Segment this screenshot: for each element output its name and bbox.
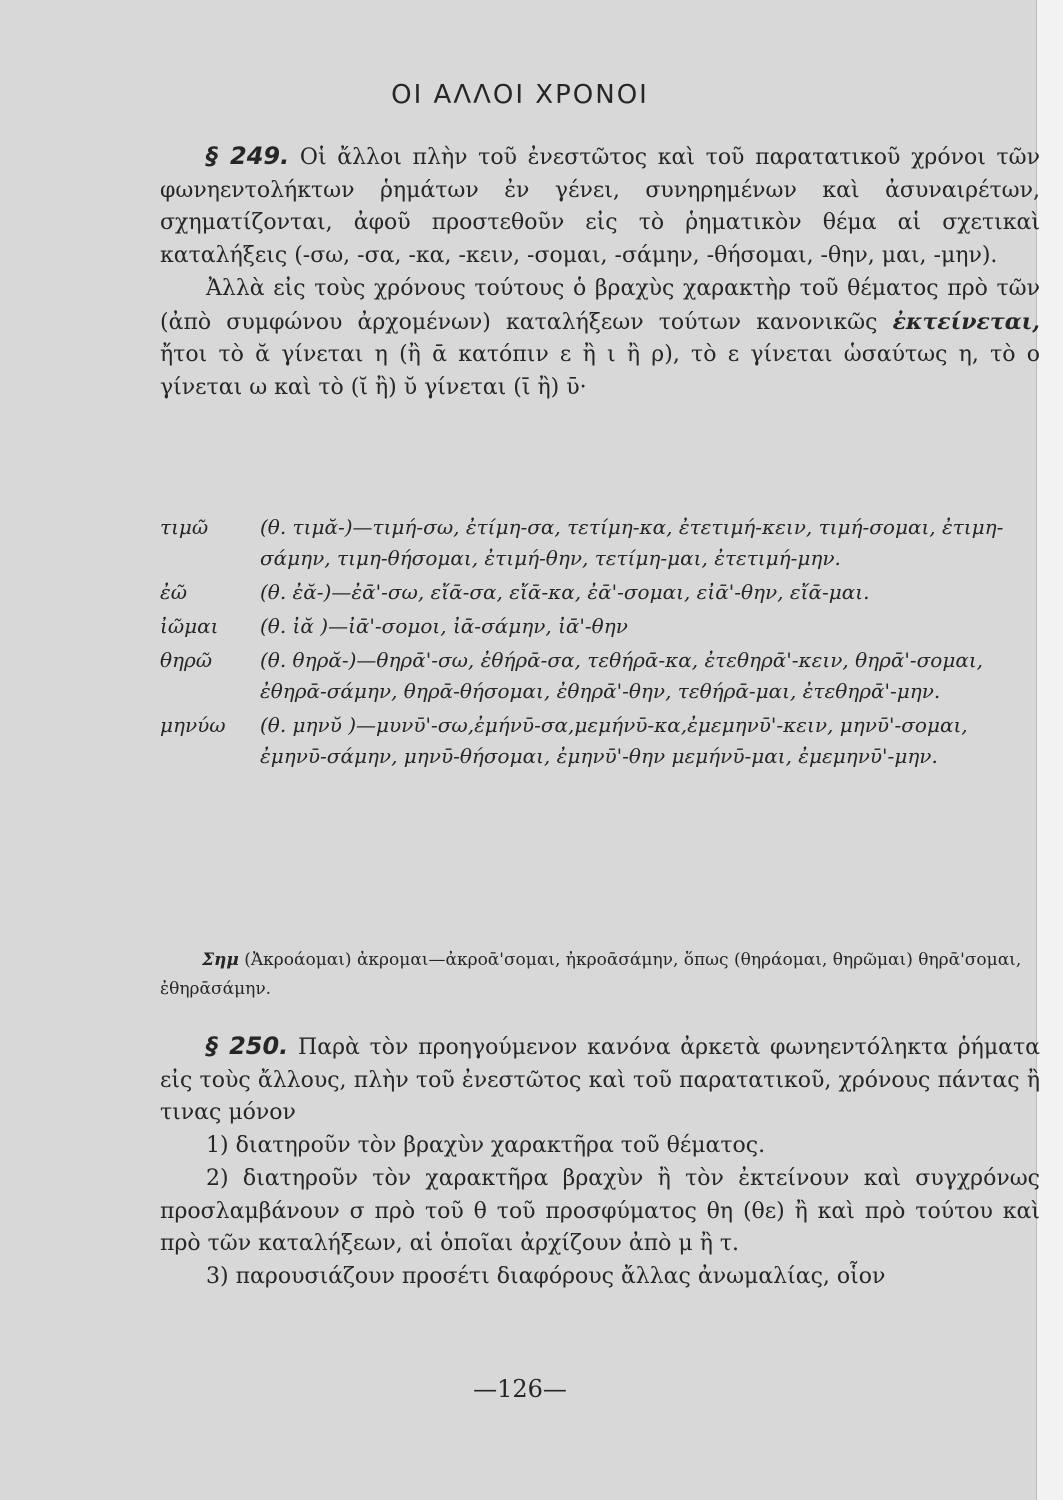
example-forms: (θ. τιμᾰ-)—τιμή-σω, ἐτίμη-σα, τετίμη-κα, ἐτετιμή-κειν, τιμή-σομαι, ἐτιμη-σάμην, τιμη-θήσομαι, ἐτιμή-θην, τετίμη-μαι, ἐτετιμή-μην.	[260, 515, 1004, 570]
paragraph-text: Οἱ ἄλλοι πλὴν τοῦ ἐνεστῶτος καὶ τοῦ παρατατικοῦ χρόνοι τῶν φωνηεντολήκτων ῥημάτων ἐν γένει, συνηρημένων καὶ ἀσυναιρέτων, σχηματίζονται, ἀφοῦ προστεθοῦν εἰς τὸ ῥηματικὸν θέμα αἱ σχετικαὶ καταλήξεις (-σω, -σα, -κα, -κειν, -σομαι, -σάμην, -θήσομαι, -θην, μαι, -μην).	[160, 145, 1040, 269]
page-number: —126—	[473, 1375, 567, 1403]
example-verb: ἰῶμαι	[160, 614, 219, 638]
example-row	[160, 645, 1030, 707]
example-verb: θηρῶ	[160, 648, 213, 672]
page-edge	[1036, 0, 1063, 1500]
paragraph-250-intro	[160, 1030, 1040, 1130]
example-list	[160, 512, 1030, 772]
page-header: ΟΙ ΑΛΛΟΙ ΧΡΟΝΟΙ	[391, 80, 649, 110]
example-forms: (θ. ἐᾰ-)—ἐᾱ'-σω, εἴᾱ-σα, εἴᾱ-κα, ἐᾱ'-σομαι, εἰᾱ'-θην, εἴᾱ-μαι.	[260, 580, 870, 604]
list-item-3: 3) παρουσιάζουν προσέτι διαφόρους ἄλλας ἀνωμαλίας, οἷον	[206, 1263, 886, 1289]
section-number: § 250.	[206, 1032, 289, 1060]
example-verb: ἐῶ	[160, 580, 188, 604]
example-forms: (θ. ἰᾰ )—ἰᾱ'-σομοι, ἰᾱ-σάμην, ἰᾱ'-θην	[260, 614, 628, 638]
example-forms: (θ. μηνῠ )—μυνῡ'-σω,ἐμήνῡ-σα,μεμήνῡ-κα,ἐμεμηνῡ'-κειν, μηνῡ'-σομαι, ἐμηνῡ-σάμην, μηνῡ-θήσομαι, ἐμηνῡ'-θην μεμήνῡ-μαι, ἐμεμηνῡ'-μην.	[260, 713, 968, 768]
example-forms: (θ. θηρᾰ-)—θηρᾱ'-σω, ἐθήρᾱ-σα, τεθήρᾱ-κα, ἐτεθηρᾱ'-κειν, θηρᾱ'-σομαι, ἐθηρᾱ-σάμην, θηρᾱ-θήσομαι, ἐθηρᾱ'-θην, τεθήρᾱ-μαι, ἐτεθηρᾱ'-μην.	[260, 648, 984, 703]
list-item-1: 1) διατηροῦν τὸν βραχὺν χαρακτῆρα τοῦ θέματος.	[206, 1133, 766, 1159]
paragraph-249-1	[160, 140, 1040, 273]
note-text: (Ἀκροάομαι) ἀκρομαι—ἀκροᾱ'σομαι, ἠκροᾱσάμην, ὅπως (θηράομαι, θηρῶμαι) θηρᾱ'σομαι, ἐθηρᾱσάμην.	[160, 950, 1022, 999]
example-row	[160, 577, 1030, 608]
example-verb: μηνύω	[160, 713, 226, 737]
example-verb: τιμῶ	[160, 515, 209, 539]
note-label: Σημ	[202, 950, 239, 970]
example-row	[160, 611, 1030, 642]
example-row	[160, 512, 1030, 574]
paragraph-249-2	[160, 273, 1040, 405]
list-item-2: 2) διατηροῦν τὸν χαρακτῆρα βραχὺν ἢ τὸν ἐκτείνουν καὶ συγχρόνως προσλαμβάνουν σ πρὸ τοῦ θ τοῦ προσφύματος θη (θε) ἢ καὶ πρὸ τούτου καὶ πρὸ τῶν καταλήξεων, αἱ ὁποῖαι ἀρχίζουν ἀπὸ μ ἢ τ.	[160, 1165, 1040, 1257]
section-249	[160, 140, 1040, 405]
paragraph-text: Παρὰ τὸν προηγούμενον κανόνα ἀρκετὰ φωνηεντόληκτα ῥήματα εἰς τοὺς ἄλλους, πλὴν τοῦ ἐνεστῶτος καὶ τοῦ παρατατικοῦ, χρόνους πάντας ἢ τινας μόνον	[160, 1035, 1041, 1126]
paragraph-text: ἤτοι τὸ ᾰ γίνεται η (ἢ ᾱ κατόπιν ε ἢ ι ἢ ρ), τὸ ε γίνεται ὡσαύτως η, τὸ ο γίνεται ω καὶ τὸ (ῐ ἢ) ῠ γίνεται (ῑ ἢ) ῡ·	[160, 342, 1040, 400]
section-250	[160, 1030, 1040, 1294]
section-number: § 249.	[206, 142, 290, 170]
note	[160, 946, 1030, 1004]
example-row	[160, 710, 1030, 772]
paragraph-text: Ἀλλὰ εἰς τοὺς χρόνους τούτους ὁ βραχὺς χαρακτὴρ τοῦ θέματος πρὸ τῶν (ἀπὸ συμφώνου ἀρχομένων) καταλήξεων τούτων κανονικῶς	[160, 275, 1040, 335]
emphasis-term: ἐκτείνεται,	[892, 308, 1040, 335]
